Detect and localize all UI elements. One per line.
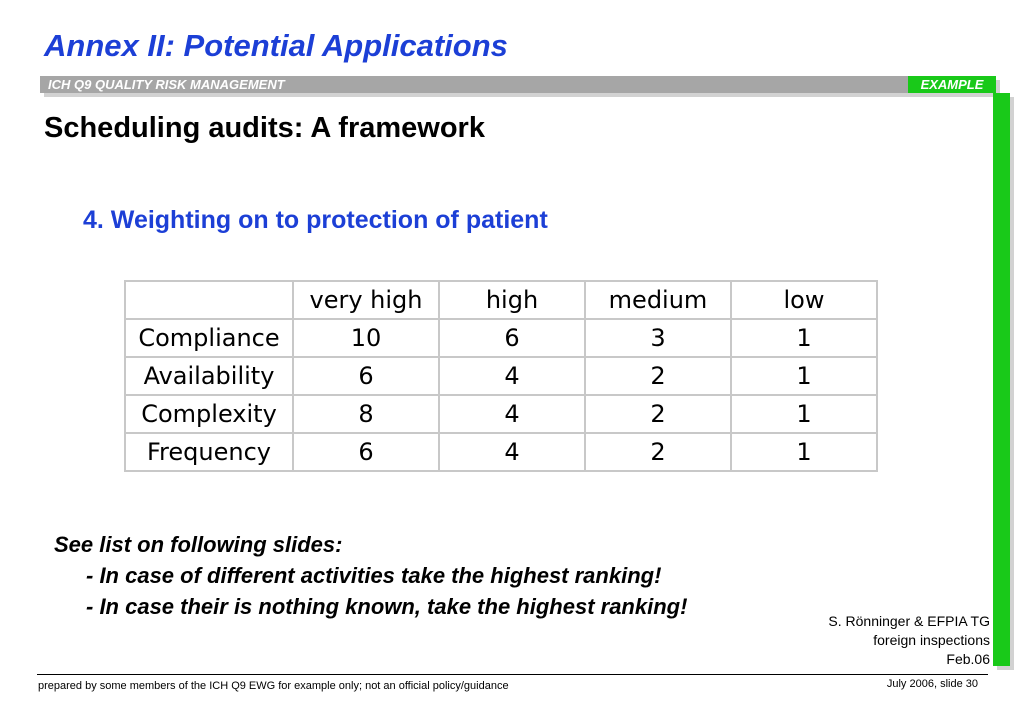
- table-cell: 4: [439, 395, 585, 433]
- column-header-empty: [125, 281, 293, 319]
- table-header-row: [125, 281, 877, 319]
- table-cell: 2: [585, 357, 731, 395]
- author-line-2: foreign inspections: [873, 632, 990, 648]
- header-band: [40, 76, 996, 93]
- table-row: [125, 433, 877, 471]
- row-label-frequency: Frequency: [125, 433, 293, 471]
- row-label-compliance: Compliance: [125, 319, 293, 357]
- table-row: [125, 395, 877, 433]
- author-line-3: Feb.06: [946, 651, 990, 667]
- table-cell: 1: [731, 395, 877, 433]
- slide-title: Scheduling audits: A framework: [44, 112, 485, 144]
- table-cell: 10: [293, 319, 439, 357]
- section-subtitle: 4. Weighting on to protection of patient: [83, 206, 548, 234]
- row-label-availability: Availability: [125, 357, 293, 395]
- table-cell: 6: [293, 433, 439, 471]
- column-header-very-high: very high: [293, 281, 439, 319]
- weighting-table: [124, 280, 878, 472]
- table-cell: 1: [731, 433, 877, 471]
- column-header-low: low: [731, 281, 877, 319]
- author-credit: [828, 612, 990, 669]
- table-cell: 4: [439, 357, 585, 395]
- table-cell: 1: [731, 319, 877, 357]
- notes-block: [54, 529, 687, 622]
- footer-disclaimer: prepared by some members of the ICH Q9 EWG for example only; not an official policy/guidance: [38, 680, 509, 692]
- table-row: [125, 319, 877, 357]
- side-accent-bar: [993, 93, 1010, 666]
- header-band-label: ICH Q9 QUALITY RISK MANAGEMENT: [48, 77, 285, 92]
- table-cell: 4: [439, 433, 585, 471]
- table-cell: 1: [731, 357, 877, 395]
- author-line-1: S. Rönninger & EFPIA TG: [828, 613, 990, 629]
- table-cell: 8: [293, 395, 439, 433]
- table-cell: 2: [585, 395, 731, 433]
- footer-slide-number: July 2006, slide 30: [886, 678, 978, 690]
- table-cell: 6: [293, 357, 439, 395]
- row-label-complexity: Complexity: [125, 395, 293, 433]
- table-row: [125, 357, 877, 395]
- notes-line-2: - In case their is nothing known, take the highest ranking!: [86, 594, 688, 619]
- footer-divider: [37, 674, 988, 675]
- table-cell: 6: [439, 319, 585, 357]
- notes-heading: See list on following slides:: [54, 532, 343, 557]
- table-cell: 3: [585, 319, 731, 357]
- column-header-high: high: [439, 281, 585, 319]
- annex-title: Annex II: Potential Applications: [44, 28, 508, 63]
- table-cell: 2: [585, 433, 731, 471]
- notes-line-1: - In case of different activities take the highest ranking!: [86, 563, 662, 588]
- column-header-medium: medium: [585, 281, 731, 319]
- example-badge: EXAMPLE: [908, 76, 996, 93]
